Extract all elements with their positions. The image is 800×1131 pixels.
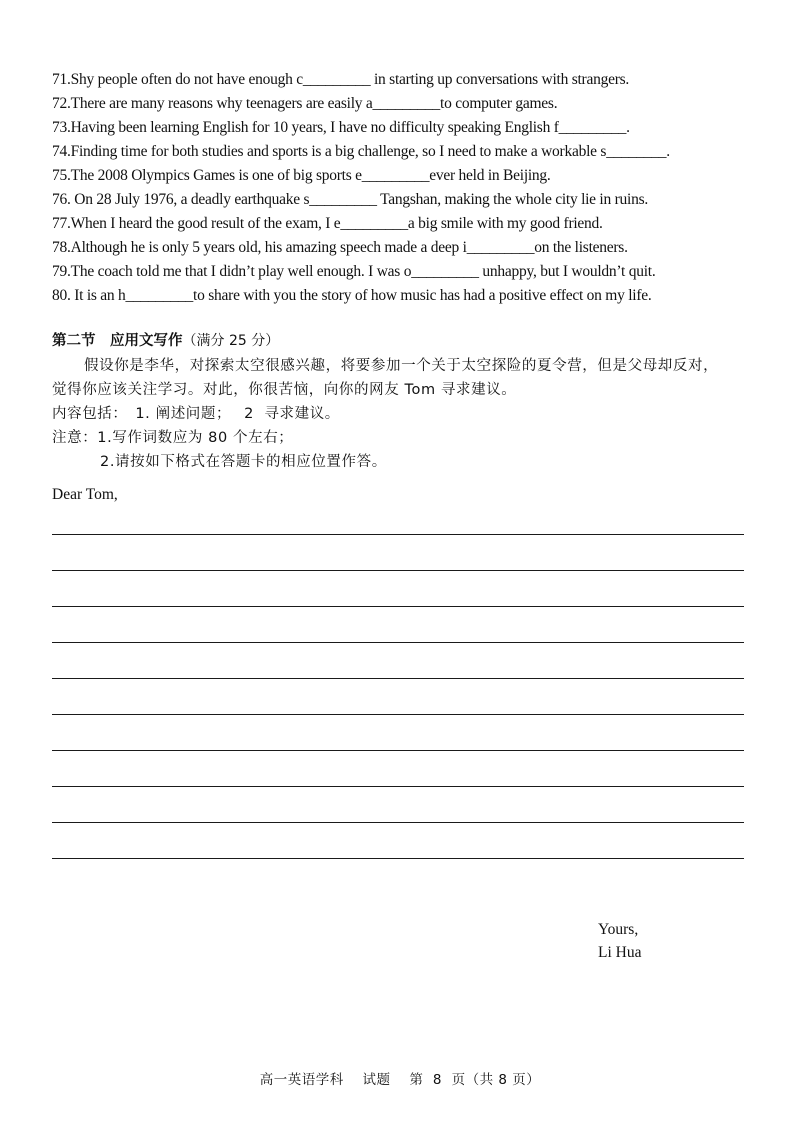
writing-line (52, 606, 744, 607)
question-74: 74.Finding time for both studies and sports is a big challenge, so I need to make a workable s________. (52, 143, 670, 160)
writing-line (52, 678, 744, 679)
writing-line (52, 570, 744, 571)
question-78: 78.Although he is only 5 years old, his amazing speech made a deep i_________on the listeners. (52, 239, 628, 256)
writing-line (52, 534, 744, 535)
writing-line (52, 822, 744, 823)
letter-closing: Yours, (598, 921, 639, 938)
writing-line (52, 642, 744, 643)
writing-line (52, 714, 744, 715)
content-requirements: 内容包括： 1. 阐述问题； 2 寻求建议。 (52, 406, 340, 422)
prompt-line-1: 假设你是李华，对探索太空很感兴趣，将要参加一个关于太空探险的夏令营，但是父母却反对， (84, 358, 719, 374)
letter-signature: Li Hua (598, 944, 642, 961)
question-73: 73.Having been learning English for 10 years, I have no difficulty speaking English f_________. (52, 119, 630, 136)
page-footer: 高一英语学科 试题 第 8 页（共 8 页） (259, 1072, 541, 1088)
question-79: 79.The coach told me that I didn’t play well enough. I was o_________ unhappy, but I wouldn’t quit. (52, 263, 656, 280)
writing-line (52, 750, 744, 751)
note-line-1: 注意：1.写作词数应为 80 个左右； (52, 430, 294, 446)
prompt-line-2: 觉得你应该关注学习。对此，你很苦恼，向你的网友 Tom 寻求建议。 (52, 382, 517, 398)
question-77: 77.When I heard the good result of the exam, I e_________a big smile with my good friend. (52, 215, 603, 232)
section-score: （满分 25 分） (182, 333, 280, 349)
question-80: 80. It is an h_________to share with you the story of how music has had a positive effect on my life. (52, 287, 652, 304)
question-76: 76. On 28 July 1976, a deadly earthquake s_________ Tangshan, making the whole city lie in ruins. (52, 191, 648, 208)
question-72: 72.There are many reasons why teenagers are easily a_________to computer games. (52, 95, 558, 112)
writing-line (52, 858, 744, 859)
writing-line (52, 786, 744, 787)
question-75: 75.The 2008 Olympics Games is one of big sports e_________ever held in Beijing. (52, 167, 551, 184)
note-line-2: 2.请按如下格式在答题卡的相应位置作答。 (100, 454, 387, 470)
section-title: 第二节 应用文写作 (52, 333, 183, 349)
letter-greeting: Dear Tom, (52, 486, 118, 503)
question-71: 71.Shy people often do not have enough c_________ in starting up conversations with strangers. (52, 71, 630, 88)
section-heading (52, 332, 279, 350)
